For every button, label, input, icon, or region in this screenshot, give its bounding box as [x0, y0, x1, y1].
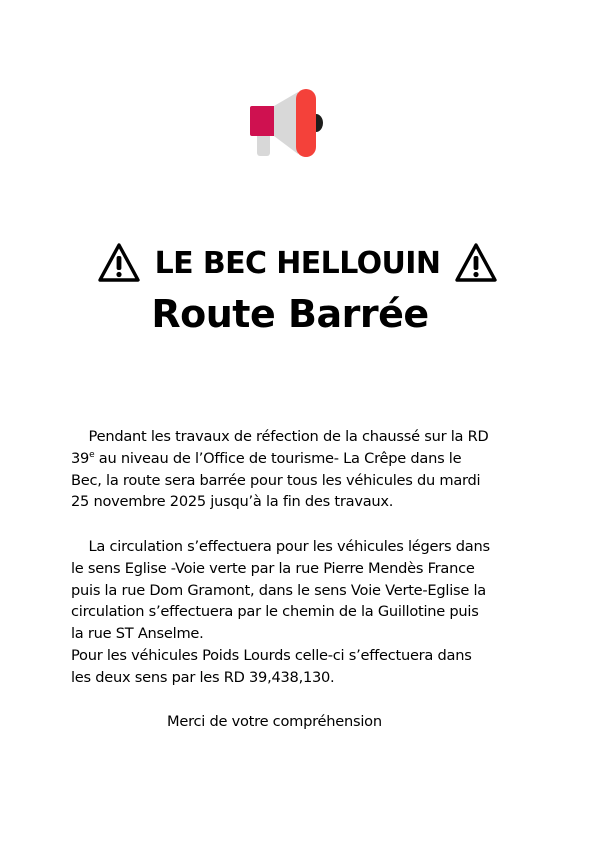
text-line: La circulation s’effectuera pour les véhicules légers dans: [71, 538, 490, 555]
text-line: Pendant les travaux de réfection de la chaussé sur la RD: [71, 428, 489, 445]
text-line: circulation s’effectuera par le chemin de la Guillotine puis: [71, 603, 479, 621]
page-title: LE BEC HELLOUIN: [154, 245, 441, 281]
title-row: [0, 238, 595, 288]
superscript-e: e: [89, 449, 95, 460]
page-subtitle: Route Barrée: [151, 292, 429, 336]
text-line: les deux sens par les RD 39,438,130.: [71, 668, 335, 686]
text-line: puis la rue Dom Gramont, dans le sens Voie Verte-Eglise la: [71, 581, 486, 599]
warning-triangle-icon: [454, 242, 498, 284]
text-line: la rue ST Anselme.: [71, 625, 204, 643]
text-line: le sens Eglise -Voie verte par la rue Pierre Mendès France: [71, 559, 475, 577]
warning-triangle-icon: [97, 242, 141, 284]
text-line: [71, 448, 551, 470]
megaphone-icon: [248, 88, 324, 160]
text-line: Bec, la route sera barrée pour tous les véhicules du mardi: [71, 471, 481, 489]
text-line: 25 novembre 2025 jusqu’à la fin des travaux.: [71, 493, 394, 511]
paragraph-detour-notice: [71, 536, 551, 689]
paragraph-works-notice: [71, 426, 551, 513]
text-line-start: 39: [71, 449, 90, 467]
text-line: Pour les véhicules Poids Lourds celle-ci s’effectuera dans: [71, 646, 472, 664]
text-line-rest: au niveau de l’Office de tourisme- La Crêpe dans le: [94, 449, 462, 467]
closing-message: Merci de votre compréhension: [167, 713, 382, 730]
